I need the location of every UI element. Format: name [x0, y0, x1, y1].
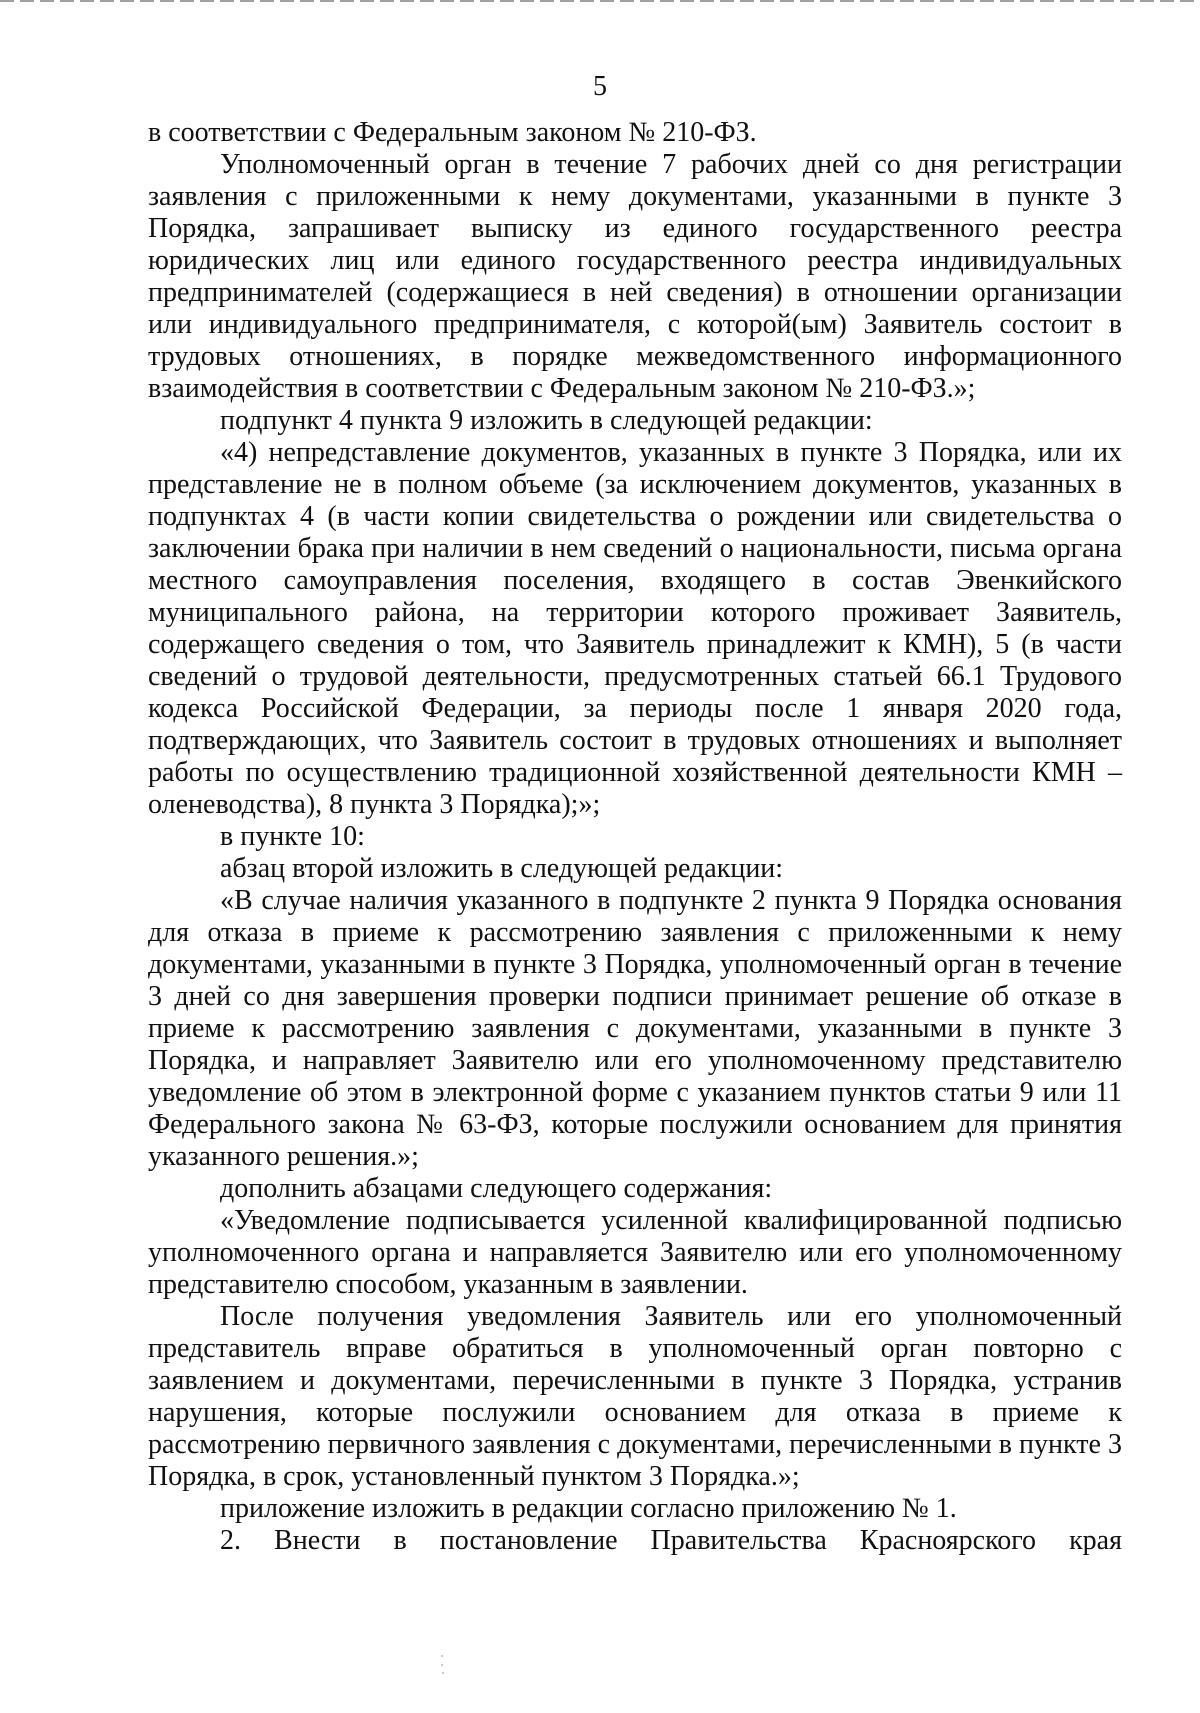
document-body — [148, 117, 1122, 1557]
paragraph-repeat-application: После получения уведомления Заявитель или его уполномоченный представитель вправе обратиться в уполномоченный орган повторно с заявлением и документами, перечисленными в пункте 3 Порядка, устранив нарушения, которые послужили основанием для отказа в приеме к рассмотрению первичного заявления с документами, перечисленными в пункте 3 Порядка, в срок, установленный пунктом 3 Порядка.»; — [148, 1301, 1122, 1492]
paragraph-appendix-instruction: приложение изложить в редакции согласно приложению № 1. — [220, 1493, 957, 1524]
paragraph-subclause-4-instruction: подпункт 4 пункта 9 изложить в следующей редакции: — [220, 405, 873, 436]
scan-speck — [441, 1664, 443, 1666]
paragraph-notification-signature: «Уведомление подписывается усиленной квалифицированной подписью уполномоченного органа и направляется Заявителю или его уполномоченному представителю способом, указанным в заявлении. — [148, 1205, 1122, 1300]
paragraph-supplement-instruction: дополнить абзацами следующего содержания: — [220, 1173, 773, 1204]
paragraph-refusal-case-text: «В случае наличия указанного в подпункте 2 пункта 9 Порядка основания для отказа в приеме к рассмотрению заявления с приложенными к нему документами, указанными в пункте 3 Порядка, уполномоченный орган в течение 3 дней со дня завершения проверки подписи принимает решение об отказе в приеме к рассмотрению заявления с документами, указанными в пункте 3 Порядка, и направляет Заявителю или его уполномоченному представителю уведомление об этом в электронной форме с указанием пунктов статьи 9 или 11 Федерального закона № 63-ФЗ, которые послужили основанием для принятия указанного решения.»; — [148, 885, 1122, 1172]
scan-top-edge — [0, 0, 1200, 2]
paragraph-authorized-body-request: Уполномоченный орган в течение 7 рабочих дней со дня регистрации заявления с приложенными к нему документами, указанными в пункте 3 Порядка, запрашивает выписку из единого государственного реестра юридических лиц или единого государственного реестра индивидуальных предпринимателей (содержащиеся в ней сведения) в отношении организации или индивидуального предпринимателя, с которой(ым) Заявитель состоит в трудовых отношениях, в порядке межведомственного информационного взаимодействия в соответствии с Федеральным законом № 210-ФЗ.»; — [148, 149, 1122, 404]
paragraph-second-abzac-instruction: абзац второй изложить в следующей редакции: — [220, 853, 784, 884]
paragraph-clause-10-heading: в пункте 10: — [220, 821, 365, 852]
page-number: 5 — [593, 71, 607, 102]
paragraph-item-2: 2. Внести в постановление Правительства Красноярского края — [220, 1525, 1122, 1556]
paragraph-subclause-4-text: «4) непредставление документов, указанных в пункте 3 Порядка, или их представление не в полном объеме (за исключением документов, указанных в подпунктах 4 (в части копии свидетельства о рождении или свидетельства о заключении брака при наличии в нем сведений о национальности, письма органа местного самоуправления поселения, входящего в состав Эвенкийского муниципального района, на территории которого проживает Заявитель, содержащего сведения о том, что Заявитель принадлежит к КМН), 5 (в части сведений о трудовой деятельности, предусмотренных статьей 66.1 Трудового кодекса Российской Федерации, за периоды после 1 января 2020 года, подтверждающих, что Заявитель состоит в трудовых отношениях и выполняет работы по осуществлению традиционной хозяйственной деятельности КМН – оленеводства), 8 пункта 3 Порядка);»; — [148, 437, 1122, 820]
paragraph-continuation: в соответствии с Федеральным законом № 210-ФЗ. — [148, 117, 757, 148]
scan-speck — [442, 1672, 444, 1674]
scan-speck — [441, 1655, 443, 1657]
